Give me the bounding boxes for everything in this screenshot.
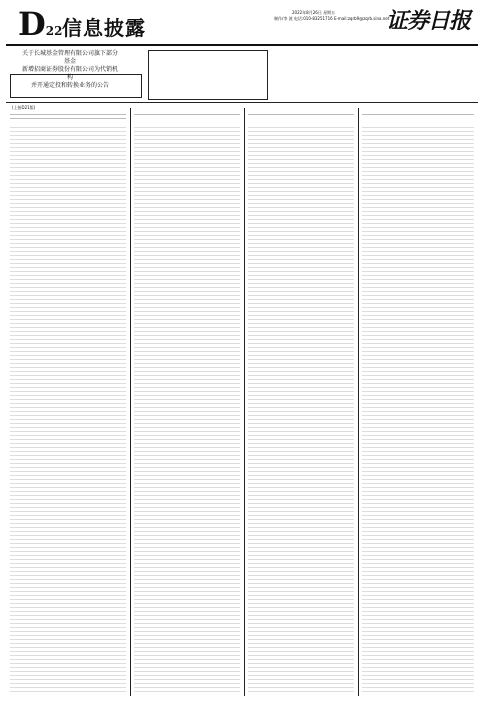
page-letter: D: [18, 5, 46, 43]
continued-label: (上接D21版): [12, 105, 36, 110]
column-3-text-block: [248, 124, 354, 694]
headline-line-2: 新增招商证券股份有限公司为代销机构: [21, 66, 118, 81]
date-line: 2022年8月26日 星期五: [292, 10, 336, 15]
contact-line: 制作/李 波 电话:010-83251716 E-mail:zqrb9@zqrb.sina.net: [274, 16, 390, 21]
headline-line-3: 并开通定投和转换业务的公告: [30, 82, 109, 89]
newspaper-page: [6, 4, 478, 696]
column-4-text-block: [362, 124, 474, 694]
column-1-text-block: [10, 124, 126, 694]
page-number-digits: 22: [45, 24, 63, 38]
newspaper-logo: 证券日报: [385, 8, 470, 34]
column-2-text-block: [134, 124, 240, 694]
section-title: 信息披露: [62, 16, 146, 40]
headline-line-1: 关于长城基金管理有限公司旗下部分基金: [21, 50, 118, 65]
